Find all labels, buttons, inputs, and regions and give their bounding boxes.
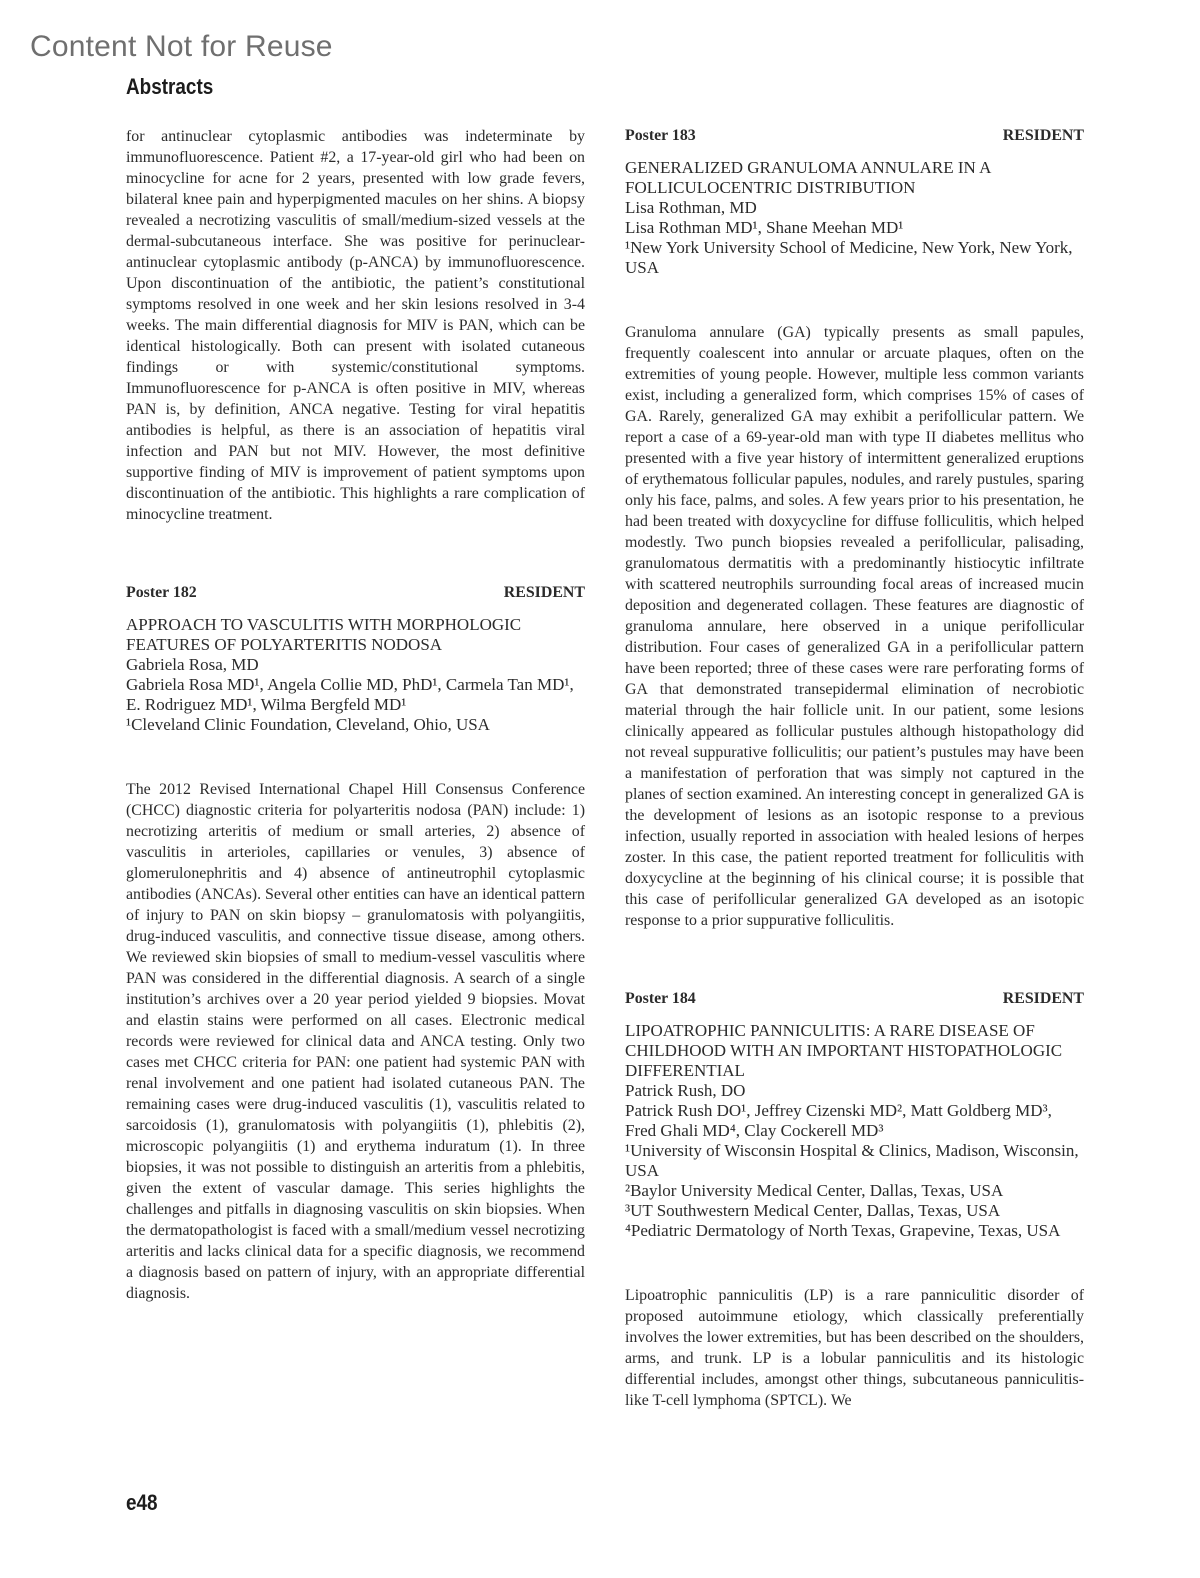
- poster-abstract: Granuloma annulare (GA) typically presents as small papules, frequently coalescent into annular or arcuate plaques, often on the extremities of young people. However, multiple less common variants exist, including a generalized form, which comprises 15% of cases of GA. Rarely, generalized GA may exhibit a perifollicular pattern. We report a case of a 69-year-old man with type II diabetes mellitus who presented with a five year history of intermittent generalized eruptions of erythematous follicular papules, nodules, and rarely pustules, sparing only his face, palms, and soles. A few years prior to his presentation, he had been treated with doxycycline for diffuse folliculitis, which helped modestly. Two punch biopsies revealed a perifollicular, palisading, granulomatous dermatitis with a predominantly histiocytic infiltrate with scattered neutrophils surrounding focal areas of increased mucin deposition and degenerated collagen. These features are diagnostic of granuloma annulare, here observed in a unique perifollicular distribution. Four cases of generalized GA in a perifollicular pattern have been reported; three of these cases were rare perforating forms of GA that demonstrated transepidermal elimination of necrobiotic material through the hair follicle unit. In our patient, some lesions clinically appeared as follicular pustules although histopathology did not reveal suppurative folliculitis; our patient’s pustules may have been a manifestation of perforation that was simply not captured in the planes of section examined. An interesting concept in generalized GA is the development of lesions as an isotopic response to a previous infection, usually reported in association with healed lesions of herpes zoster. In this case, the patient reported treatment for folliculitis with doxycycline at the beginning of his clinical course; it is possible that this case of perifollicular generalized GA developed as an isotopic response to a prior suppurative folliculitis.: [625, 324, 1084, 929]
- poster-presenter: Patrick Rush, DO: [625, 1081, 746, 1100]
- poster-affiliation: ²Baylor University Medical Center, Dallas, Texas, USA: [625, 1181, 1004, 1200]
- poster-title: GENERALIZED GRANULOMA ANNULARE IN A FOLLICULOCENTRIC DISTRIBUTION: [625, 158, 991, 197]
- poster-abstract: The 2012 Revised International Chapel Hill Consensus Conference (CHCC) diagnostic criteria for polyarteritis nodosa (PAN) include: 1) necrotizing arteritis of medium or small arteries, 2) absence of vasculitis in arterioles, capillaries or venules, 3) absence of glomerulonephritis and 4) absence of antineutrophil cytoplasmic antibodies (ANCAs). Several other entities can have an identical pattern of injury to PAN on skin biopsy – granulomatosis with polyangiitis, drug-induced vasculitis, and connective tissue disease, among others. We reviewed skin biopsies of small to medium-vessel vasculitis where PAN was considered in the differential diagnosis. A search of a single institution’s archives over a 20 year period yielded 9 biopsies. Movat and elastin stains were performed on all cases. Electronic medical records were reviewed for clinical data and ANCA testing. Only two cases met CHCC criteria for PAN: one patient had systemic PAN with renal involvement and one patient had isolated cutaneous PAN. The remaining cases were drug-induced vasculitis (1), vasculitis related to sarcoidosis (1), granulomatosis with polyangiitis (1), phlebitis (2), microscopic polyangiitis (1) and erythema induratum (1). In three biopsies, it was not possible to distinguish an arteritis from a phlebitis, given the extent of vascular damage. This series highlights the challenges and pitfalls in diagnosing vasculitis on skin biopsies. When the dermatopathologist is faced with a small/medium vessel necrotizing arteritis and lacks clinical data for a specific diagnosis, we recommend a diagnosis based on pattern of injury, with an appropriate differential diagnosis.: [126, 781, 585, 1302]
- poster-183: [625, 126, 1084, 931]
- poster-abstract: Lipoatrophic panniculitis (LP) is a rare panniculitic disorder of proposed autoimmune etiology, which classically preferentially involves the lower extremities, but has been described on the shoulders, arms, and trunk. LP is a lobular panniculitis and its histologic differential includes, amongst other things, subcutaneous panniculitis-like T-cell lymphoma (SPTCL). We: [625, 1287, 1084, 1409]
- poster-affiliation: ¹New York University School of Medicine, New York, New York, USA: [625, 238, 1073, 277]
- poster-182: [126, 583, 585, 1304]
- poster-number: Poster 184: [625, 990, 696, 1007]
- poster-affiliation: ¹Cleveland Clinic Foundation, Cleveland, Ohio, USA: [126, 715, 490, 734]
- poster-title: APPROACH TO VASCULITIS WITH MORPHOLOGIC FEATURES OF POLYARTERITIS NODOSA: [126, 615, 522, 654]
- page-number: e48: [126, 1490, 158, 1515]
- poster-category: RESIDENT: [503, 584, 585, 601]
- poster-presenter: Lisa Rothman, MD: [625, 198, 757, 217]
- right-column: [625, 126, 1084, 1411]
- poster-title: LIPOATROPHIC PANNICULITIS: A RARE DISEASE OF CHILDHOOD WITH AN IMPORTANT HISTOPATHOLOGIC DIFFERENTIAL: [625, 1021, 1063, 1080]
- poster-affiliation: ¹University of Wisconsin Hospital & Clinics, Madison, Wisconsin, USA: [625, 1141, 1079, 1180]
- poster-header: [625, 989, 1084, 1009]
- poster-header: [126, 583, 585, 603]
- poster-authors: Patrick Rush DO¹, Jeffrey Cizenski MD², Matt Goldberg MD³, Fred Ghali MD⁴, Clay Cockerell MD³: [625, 1101, 1052, 1140]
- poster-authors: Lisa Rothman MD¹, Shane Meehan MD¹: [625, 218, 904, 237]
- poster-category: RESIDENT: [1002, 990, 1084, 1007]
- poster-number: Poster 182: [126, 584, 197, 601]
- poster-affiliation: ³UT Southwestern Medical Center, Dallas, Texas, USA: [625, 1201, 1001, 1220]
- watermark-text: Content Not for Reuse: [30, 30, 333, 63]
- poster-category: RESIDENT: [1002, 127, 1084, 144]
- poster-authors: Gabriela Rosa MD¹, Angela Collie MD, PhD¹, Carmela Tan MD¹, E. Rodriguez MD¹, Wilma Bergfeld MD¹: [126, 675, 574, 714]
- poster-184: [625, 989, 1084, 1411]
- poster-presenter: Gabriela Rosa, MD: [126, 655, 259, 674]
- continued-abstract: for antinuclear cytoplasmic antibodies was indeterminate by immunofluorescence. Patient #2, a 17-year-old girl who had been on minocycline for acne for 2 years, presented with low grade fevers, bilateral knee pain and hyperpigmented macules on her shins. A biopsy revealed a necrotizing vasculitis of small/medium-sized vessels at the dermal-subcutaneous interface. She was positive for perinuclear-antinuclear cytoplasmic antibody (p-ANCA) by immunofluorescence. Upon discontinuation of the antibiotic, the patient’s constitutional symptoms resolved in one week and her skin lesions resolved in 3-4 weeks. The main differential diagnosis for MIV is PAN, which can be identical histologically. Both can present with isolated cutaneous findings or with systemic/constitutional symptoms. Immunofluorescence for p-ANCA is often positive in MIV, whereas PAN is, by definition, ANCA negative. Testing for viral hepatitis antibodies is helpful, as there is an association of hepatitis viral infection and PAN but not MIV. However, the most definitive supportive finding of MIV is improvement of patient symptoms upon discontinuation of the antibiotic. This highlights a rare complication of minocycline treatment.: [126, 128, 585, 523]
- section-title: Abstracts: [126, 74, 214, 99]
- poster-number: Poster 183: [625, 127, 696, 144]
- poster-affiliation: ⁴Pediatric Dermatology of North Texas, Grapevine, Texas, USA: [625, 1221, 1061, 1240]
- poster-header: [625, 126, 1084, 146]
- left-column: [126, 126, 585, 1304]
